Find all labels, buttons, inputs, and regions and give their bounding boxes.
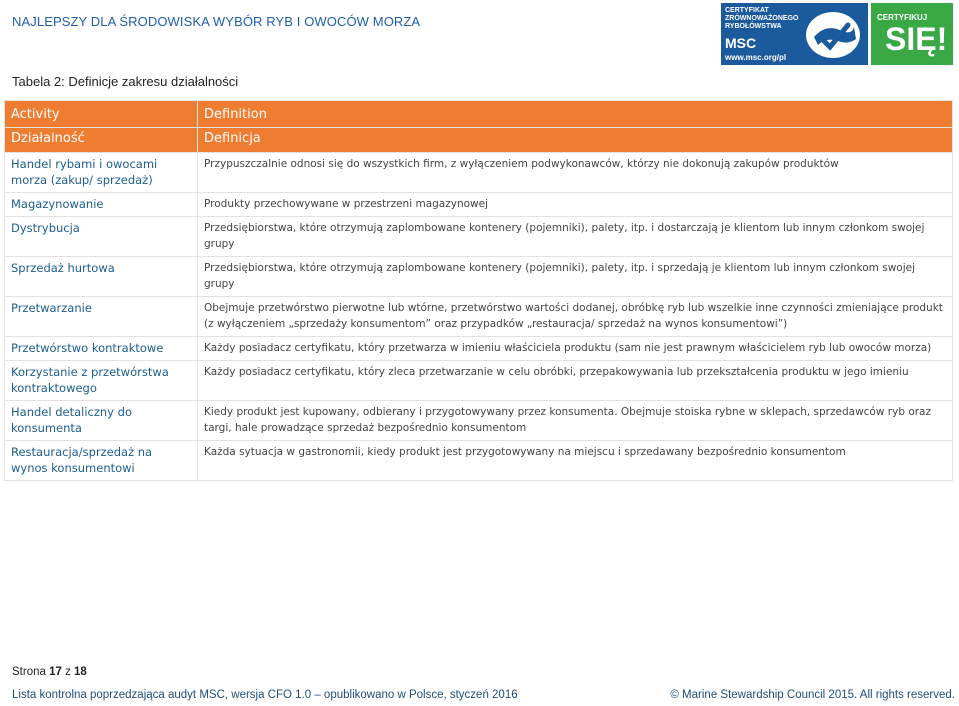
- definition-cell: Przedsiębiorstwa, które otrzymują zaplombowane kontenery (pojemniki), palety, itp. i sprzedają je klientom lub innym członkom swojej grupy: [198, 257, 953, 297]
- definition-cell: Każdy posiadacz certyfikatu, który przetwarza w imieniu właściciela produktu (sam nie jest prawnym właścicielem ryb lub owoców morza): [198, 337, 953, 361]
- page-number-separator: z: [61, 666, 75, 678]
- activity-cell: Sprzedaż hurtowa: [5, 257, 198, 297]
- table-row: [5, 401, 953, 441]
- footer-document-info: Lista kontrolna poprzedzająca audyt MSC, wersja CFO 1.0 – opublikowano w Polsce, styczeń 2016: [12, 689, 518, 701]
- activity-cell: Korzystanie z przetwórstwa kontraktowego: [5, 361, 198, 401]
- header-activity: Activity: [5, 101, 198, 128]
- table-row: [5, 257, 953, 297]
- page-number: [12, 666, 87, 678]
- table-row: [5, 441, 953, 481]
- cert-logo-line2: SIĘ!: [885, 21, 948, 57]
- activity-cell: Handel rybami i owocami morza (zakup/ sprzedaż): [5, 153, 198, 193]
- page-number-current: 17: [49, 666, 62, 678]
- definition-cell: Przypuszczalnie odnosi się do wszystkich firm, z wyłączeniem podwykonawców, którzy nie dokonują zakupów produktów: [198, 153, 953, 193]
- msc-logo-brand: MSC: [725, 35, 757, 51]
- definition-cell: Kiedy produkt jest kupowany, odbierany i przygotowywany przez konsumenta. Obejmuje stoiska rybne w sklepach, sprzedawców ryb oraz targi, hale prowadzące sprzedaż bezpośrednio konsumentom: [198, 401, 953, 441]
- table-header-row-en: [5, 101, 953, 128]
- table-row: [5, 193, 953, 217]
- header-definicja: Definicja: [198, 128, 953, 153]
- cert-logo-line1: CERTYFIKUJ: [877, 13, 928, 22]
- table-caption: [12, 74, 238, 89]
- activity-cell: Przetwarzanie: [5, 297, 198, 337]
- definition-cell: Produkty przechowywane w przestrzeni magazynowej: [198, 193, 953, 217]
- header-definition: Definition: [198, 101, 953, 128]
- definition-cell: Przedsiębiorstwa, które otrzymują zaplombowane kontenery (pojemniki), palety, itp. i dostarczają je klientom lub innym członkom swojej grupy: [198, 217, 953, 257]
- activity-cell: Handel detaliczny do konsumenta: [5, 401, 198, 441]
- page-header-title: NAJLEPSZY DLA ŚRODOWISKA WYBÓR RYB I OWOCÓW MORZA: [12, 14, 421, 29]
- footer-copyright: © Marine Stewardship Council 2015. All rights reserved.: [670, 689, 955, 701]
- definition-cell: Każdy posiadacz certyfikatu, który zleca przetwarzanie w celu obróbki, przepakowywania lub przekształcenia produktu w jego imieniu: [198, 361, 953, 401]
- activity-cell: Przetwórstwo kontraktowe: [5, 337, 198, 361]
- header-dzialalnosc: Działalność: [5, 128, 198, 153]
- definition-cell: Każda sytuacja w gastronomii, kiedy produkt jest przygotowywany na miejscu i sprzedawany bezpośrednio konsumentom: [198, 441, 953, 481]
- table-caption-text: Definicje zakresu działalności: [64, 74, 239, 89]
- table-header-row-pl: [5, 128, 953, 153]
- msc-logo-line3: RYBOŁÓWSTWA: [725, 23, 782, 30]
- activity-cell: Dystrybucja: [5, 217, 198, 257]
- table-row: [5, 361, 953, 401]
- activity-cell: Magazynowanie: [5, 193, 198, 217]
- msc-logo-line2: ZRÓWNOWAŻONEGO: [725, 15, 799, 22]
- msc-logo-line1: CERTYFIKAT: [725, 7, 769, 14]
- msc-logo: [721, 3, 868, 65]
- page-number-prefix: Strona: [12, 666, 50, 678]
- msc-fish-tick-icon: [802, 9, 864, 61]
- activity-cell: Restauracja/sprzedaż na wynos konsumentowi: [5, 441, 198, 481]
- certyfikuj-sie-logo: [871, 3, 953, 65]
- table-row: [5, 153, 953, 193]
- table-row: [5, 337, 953, 361]
- table-row: [5, 217, 953, 257]
- table-caption-label: Tabela 2:: [12, 74, 65, 89]
- page-number-total: 18: [74, 666, 87, 678]
- table-row: [5, 297, 953, 337]
- definition-cell: Obejmuje przetwórstwo pierwotne lub wtórne, przetwórstwo wartości dodanej, obróbkę ryb lub wszelkie inne czynności zmieniające produkt (z wyłączeniem „sprzedaży konsumentom” oraz przypadków „restauracja/ sprzedaż na wynos konsumentowi”): [198, 297, 953, 337]
- definitions-table: [4, 100, 953, 481]
- msc-logo-url: www.msc.org/pl: [725, 53, 787, 62]
